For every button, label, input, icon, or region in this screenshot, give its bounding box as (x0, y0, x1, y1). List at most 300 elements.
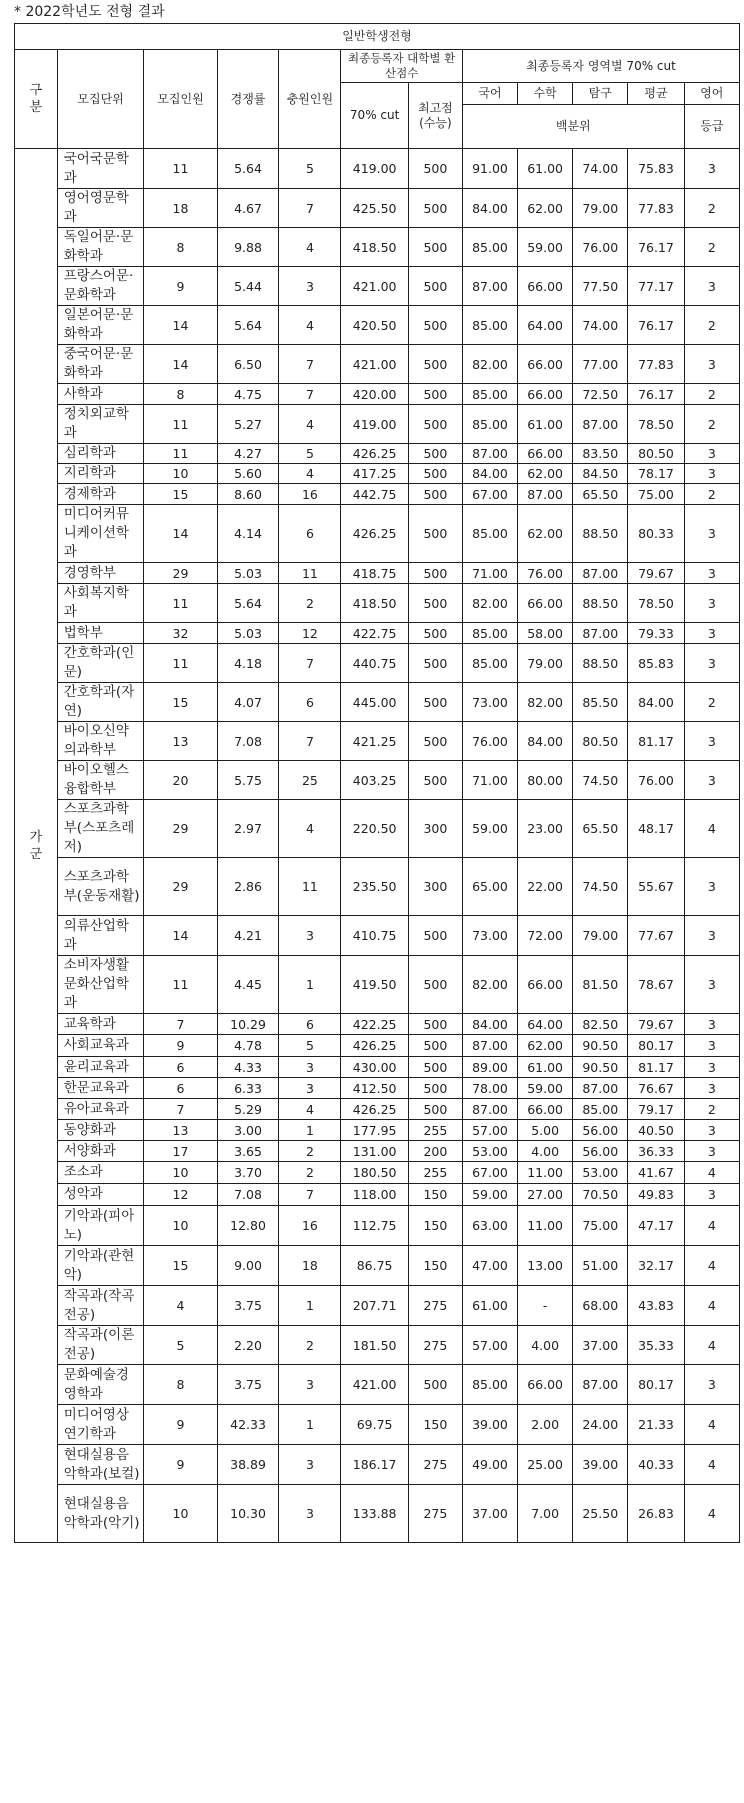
cell-eng: 2 (684, 228, 739, 267)
cell-avg: 26.83 (628, 1485, 684, 1543)
cell-max: 500 (408, 761, 462, 800)
cell-ratio: 4.27 (217, 444, 279, 464)
cell-quota: 9 (144, 1445, 217, 1485)
cell-ratio: 3.70 (217, 1162, 279, 1184)
cell-ratio: 6.33 (217, 1078, 279, 1099)
cell-eng: 3 (684, 722, 739, 761)
table-row (15, 464, 740, 484)
cell-eng: 2 (684, 405, 739, 444)
cell-math: 82.00 (518, 683, 573, 722)
cell-avg: 77.83 (628, 189, 684, 228)
cell-math: 59.00 (518, 228, 573, 267)
cell-eng: 3 (684, 464, 739, 484)
cell-ratio: 5.44 (217, 267, 279, 306)
cell-unit: 국어국문학과 (57, 149, 144, 189)
cell-kor: 49.00 (462, 1445, 517, 1485)
cell-explore: 56.00 (573, 1141, 628, 1162)
cell-cut70: 425.50 (341, 189, 409, 228)
cell-avg: 85.83 (628, 644, 684, 683)
cell-kor: 73.00 (462, 683, 517, 722)
cell-max: 500 (408, 722, 462, 761)
cell-avg: 49.83 (628, 1184, 684, 1206)
cell-extra: 4 (279, 306, 341, 345)
cell-explore: 85.00 (573, 1099, 628, 1120)
cell-kor: 76.00 (462, 722, 517, 761)
cell-unit: 일본어문·문화학과 (57, 306, 144, 345)
table-row (15, 345, 740, 384)
cell-max: 275 (408, 1286, 462, 1326)
cell-max: 150 (408, 1405, 462, 1445)
cell-kor: 85.00 (462, 405, 517, 444)
cell-quota: 12 (144, 1184, 217, 1206)
cell-extra: 3 (279, 1485, 341, 1543)
cell-cut70: 440.75 (341, 644, 409, 683)
cell-ratio: 2.86 (217, 858, 279, 916)
cell-quota: 14 (144, 916, 217, 956)
table-row (15, 1141, 740, 1162)
cell-eng: 4 (684, 1206, 739, 1246)
table-row (15, 1405, 740, 1445)
cell-math: 4.00 (518, 1141, 573, 1162)
cell-ratio: 10.29 (217, 1014, 279, 1035)
header-quota: 모집인원 (144, 50, 217, 149)
cell-eng: 3 (684, 1120, 739, 1141)
cell-quota: 11 (144, 956, 217, 1014)
cell-avg: 48.17 (628, 800, 684, 858)
cell-avg: 79.67 (628, 1014, 684, 1035)
cell-explore: 68.00 (573, 1286, 628, 1326)
track-title: 일반학생전형 (15, 24, 740, 50)
header-gubun-label: 구 분 (29, 83, 43, 115)
table-row (15, 384, 740, 405)
cell-quota: 13 (144, 1120, 217, 1141)
cell-extra: 11 (279, 563, 341, 584)
table-row (15, 1326, 740, 1365)
cell-kor: 65.00 (462, 858, 517, 916)
cell-explore: 87.00 (573, 623, 628, 644)
cell-math: 72.00 (518, 916, 573, 956)
cell-extra: 6 (279, 683, 341, 722)
cell-kor: 84.00 (462, 189, 517, 228)
cell-max: 500 (408, 1078, 462, 1099)
cell-math: 59.00 (518, 1078, 573, 1099)
cell-cut70: 422.75 (341, 623, 409, 644)
cell-extra: 6 (279, 1014, 341, 1035)
cell-kor: 47.00 (462, 1246, 517, 1286)
cell-explore: 65.50 (573, 800, 628, 858)
cell-avg: 78.50 (628, 584, 684, 623)
cell-cut70: 426.25 (341, 505, 409, 563)
cell-eng: 3 (684, 1014, 739, 1035)
cell-math: 62.00 (518, 464, 573, 484)
cell-eng: 3 (684, 1035, 739, 1057)
cell-extra: 2 (279, 1162, 341, 1184)
cell-quota: 15 (144, 683, 217, 722)
cell-unit: 작곡과(이론전공) (57, 1326, 144, 1365)
cell-ratio: 42.33 (217, 1405, 279, 1445)
cell-avg: 78.67 (628, 956, 684, 1014)
cell-extra: 2 (279, 584, 341, 623)
cell-cut70: 418.50 (341, 228, 409, 267)
table-row (15, 444, 740, 464)
cell-math: 66.00 (518, 267, 573, 306)
cell-max: 275 (408, 1445, 462, 1485)
cell-unit: 미디어영상연기학과 (57, 1405, 144, 1445)
cell-unit: 성악과 (57, 1184, 144, 1206)
cell-explore: 39.00 (573, 1445, 628, 1485)
cell-max: 500 (408, 623, 462, 644)
cell-explore: 80.50 (573, 722, 628, 761)
cell-cut70: 421.00 (341, 1365, 409, 1405)
cell-quota: 9 (144, 267, 217, 306)
cell-avg: 78.17 (628, 464, 684, 484)
cell-extra: 16 (279, 1206, 341, 1246)
cell-quota: 11 (144, 584, 217, 623)
cell-max: 500 (408, 189, 462, 228)
cell-explore: 53.00 (573, 1162, 628, 1184)
table-row (15, 800, 740, 858)
cell-eng: 3 (684, 1057, 739, 1078)
cell-ratio: 7.08 (217, 722, 279, 761)
cell-avg: 81.17 (628, 1057, 684, 1078)
cell-quota: 15 (144, 1246, 217, 1286)
table-row (15, 1485, 740, 1543)
cell-ratio: 4.75 (217, 384, 279, 405)
cell-extra: 12 (279, 623, 341, 644)
cell-quota: 20 (144, 761, 217, 800)
cell-extra: 16 (279, 484, 341, 505)
cell-unit: 영어영문학과 (57, 189, 144, 228)
cell-eng: 3 (684, 1078, 739, 1099)
cell-extra: 7 (279, 722, 341, 761)
cell-kor: 37.00 (462, 1485, 517, 1543)
cell-unit: 바이오신약의과학부 (57, 722, 144, 761)
cell-avg: 76.17 (628, 306, 684, 345)
cell-max: 500 (408, 306, 462, 345)
cell-avg: 36.33 (628, 1141, 684, 1162)
cell-math: 66.00 (518, 956, 573, 1014)
cell-max: 500 (408, 405, 462, 444)
cell-eng: 3 (684, 345, 739, 384)
cell-max: 500 (408, 345, 462, 384)
cell-cut70: 403.25 (341, 761, 409, 800)
cell-ratio: 3.75 (217, 1365, 279, 1405)
cell-max: 500 (408, 1035, 462, 1057)
cell-eng: 2 (684, 683, 739, 722)
cell-avg: 21.33 (628, 1405, 684, 1445)
cell-unit: 현대실용음악학과(악기) (57, 1485, 144, 1543)
header-unit: 모집단위 (57, 50, 144, 149)
cell-cut70: 418.75 (341, 563, 409, 584)
cell-eng: 2 (684, 306, 739, 345)
cell-extra: 3 (279, 1057, 341, 1078)
cell-quota: 6 (144, 1057, 217, 1078)
cell-max: 200 (408, 1141, 462, 1162)
cell-quota: 13 (144, 722, 217, 761)
cell-ratio: 9.00 (217, 1246, 279, 1286)
cell-avg: 77.67 (628, 916, 684, 956)
cell-explore: 25.50 (573, 1485, 628, 1543)
cell-ratio: 2.20 (217, 1326, 279, 1365)
cell-ratio: 5.27 (217, 405, 279, 444)
cell-avg: 77.17 (628, 267, 684, 306)
cell-avg: 78.50 (628, 405, 684, 444)
cell-quota: 32 (144, 623, 217, 644)
cell-cut70: 235.50 (341, 858, 409, 916)
cell-explore: 87.00 (573, 1365, 628, 1405)
cell-max: 150 (408, 1206, 462, 1246)
cell-extra: 4 (279, 405, 341, 444)
header-gubun (15, 50, 58, 149)
cell-unit: 한문교육과 (57, 1078, 144, 1099)
cell-avg: 40.33 (628, 1445, 684, 1485)
cell-avg: 76.00 (628, 761, 684, 800)
cell-avg: 84.00 (628, 683, 684, 722)
cell-max: 500 (408, 444, 462, 464)
cell-extra: 7 (279, 189, 341, 228)
cell-quota: 8 (144, 228, 217, 267)
header-max (408, 83, 462, 149)
cell-explore: 79.00 (573, 189, 628, 228)
cell-quota: 18 (144, 189, 217, 228)
cell-max: 150 (408, 1246, 462, 1286)
cell-unit: 유아교육과 (57, 1099, 144, 1120)
cell-unit: 간호학과(자연) (57, 683, 144, 722)
cell-quota: 10 (144, 1206, 217, 1246)
table-row (15, 1246, 740, 1286)
header-area-group: 최종등록자 영역별 70% cut (462, 50, 739, 83)
cell-cut70: 86.75 (341, 1246, 409, 1286)
cell-quota: 17 (144, 1141, 217, 1162)
cell-kor: 85.00 (462, 1365, 517, 1405)
cell-math: 62.00 (518, 505, 573, 563)
cell-extra: 3 (279, 1365, 341, 1405)
cell-unit: 윤리교육과 (57, 1057, 144, 1078)
cell-ratio: 5.60 (217, 464, 279, 484)
cell-ratio: 3.65 (217, 1141, 279, 1162)
cell-unit: 문화예술경영학과 (57, 1365, 144, 1405)
cell-quota: 14 (144, 306, 217, 345)
cell-kor: 82.00 (462, 345, 517, 384)
cell-explore: 88.50 (573, 584, 628, 623)
cell-cut70: 426.25 (341, 444, 409, 464)
cell-cut70: 181.50 (341, 1326, 409, 1365)
cell-eng: 2 (684, 189, 739, 228)
cell-quota: 8 (144, 1365, 217, 1405)
cell-avg: 76.17 (628, 384, 684, 405)
cell-kor: 82.00 (462, 956, 517, 1014)
table-row (15, 683, 740, 722)
cell-explore: 74.00 (573, 149, 628, 189)
cell-avg: 80.33 (628, 505, 684, 563)
table-row (15, 761, 740, 800)
cell-quota: 7 (144, 1014, 217, 1035)
cell-math: 61.00 (518, 405, 573, 444)
cell-unit: 교육학과 (57, 1014, 144, 1035)
cell-math: 66.00 (518, 584, 573, 623)
cell-ratio: 5.75 (217, 761, 279, 800)
cell-avg: 79.33 (628, 623, 684, 644)
cell-explore: 51.00 (573, 1246, 628, 1286)
cell-ratio: 8.60 (217, 484, 279, 505)
cell-kor: 87.00 (462, 1099, 517, 1120)
cell-explore: 70.50 (573, 1184, 628, 1206)
header-cut70: 70% cut (341, 83, 409, 149)
cell-extra: 4 (279, 1099, 341, 1120)
cell-cut70: 421.00 (341, 267, 409, 306)
cell-cut70: 421.00 (341, 345, 409, 384)
cell-unit: 미디어커뮤니케이션학과 (57, 505, 144, 563)
cell-extra: 7 (279, 1184, 341, 1206)
cell-max: 275 (408, 1485, 462, 1543)
cell-quota: 8 (144, 384, 217, 405)
cell-eng: 3 (684, 444, 739, 464)
cell-kor: 87.00 (462, 267, 517, 306)
cell-explore: 90.50 (573, 1057, 628, 1078)
cell-explore: 88.50 (573, 505, 628, 563)
table-row (15, 858, 740, 916)
cell-max: 300 (408, 800, 462, 858)
cell-ratio: 5.64 (217, 306, 279, 345)
cell-unit: 소비자생활문화산업학과 (57, 956, 144, 1014)
cell-kor: 57.00 (462, 1326, 517, 1365)
cell-quota: 15 (144, 484, 217, 505)
table-row (15, 1035, 740, 1057)
cell-unit: 경제학과 (57, 484, 144, 505)
cell-math: 11.00 (518, 1206, 573, 1246)
cell-avg: 80.17 (628, 1035, 684, 1057)
cell-max: 500 (408, 916, 462, 956)
cell-unit: 지리학과 (57, 464, 144, 484)
header-math: 수학 (518, 83, 573, 105)
cell-eng: 3 (684, 1184, 739, 1206)
cell-cut70: 131.00 (341, 1141, 409, 1162)
cell-eng: 3 (684, 644, 739, 683)
cell-unit: 바이오헬스융합학부 (57, 761, 144, 800)
table-row (15, 722, 740, 761)
cell-cut70: 419.00 (341, 405, 409, 444)
cell-kor: 87.00 (462, 444, 517, 464)
cell-ratio: 4.45 (217, 956, 279, 1014)
cell-unit: 법학부 (57, 623, 144, 644)
cell-max: 500 (408, 1014, 462, 1035)
cell-kor: 89.00 (462, 1057, 517, 1078)
cell-unit: 스포츠과학부(운동재활) (57, 858, 144, 916)
cell-explore: 74.50 (573, 858, 628, 916)
cell-math: 76.00 (518, 563, 573, 584)
cell-kor: 71.00 (462, 563, 517, 584)
cell-max: 300 (408, 858, 462, 916)
table-row (15, 584, 740, 623)
cell-ratio: 5.03 (217, 623, 279, 644)
cell-avg: 40.50 (628, 1120, 684, 1141)
cell-explore: 87.00 (573, 405, 628, 444)
cell-avg: 43.83 (628, 1286, 684, 1326)
cell-extra: 3 (279, 916, 341, 956)
table-row (15, 644, 740, 683)
cell-unit: 사회교육과 (57, 1035, 144, 1057)
cell-eng: 4 (684, 1162, 739, 1184)
header-extra: 충원인원 (279, 50, 341, 149)
header-max-label: 최고점 (수능) (418, 100, 453, 130)
cell-explore: 74.50 (573, 761, 628, 800)
cell-math: - (518, 1286, 573, 1326)
cell-unit: 독일어문·문화학과 (57, 228, 144, 267)
cell-cut70: 69.75 (341, 1405, 409, 1445)
cell-max: 500 (408, 505, 462, 563)
cell-explore: 84.50 (573, 464, 628, 484)
cell-avg: 32.17 (628, 1246, 684, 1286)
cell-eng: 4 (684, 1246, 739, 1286)
cell-ratio: 10.30 (217, 1485, 279, 1543)
cell-explore: 82.50 (573, 1014, 628, 1035)
cell-max: 255 (408, 1162, 462, 1184)
header-percentile: 백분위 (462, 105, 684, 149)
cell-cut70: 133.88 (341, 1485, 409, 1543)
cell-cut70: 421.25 (341, 722, 409, 761)
cell-extra: 25 (279, 761, 341, 800)
cell-quota: 10 (144, 1162, 217, 1184)
cell-avg: 79.17 (628, 1099, 684, 1120)
cell-kor: 85.00 (462, 228, 517, 267)
cell-avg: 75.00 (628, 484, 684, 505)
cell-eng: 2 (684, 1099, 739, 1120)
cell-cut70: 442.75 (341, 484, 409, 505)
cell-unit: 현대실용음악학과(보컬) (57, 1445, 144, 1485)
cell-kor: 57.00 (462, 1120, 517, 1141)
cell-kor: 85.00 (462, 306, 517, 345)
cell-explore: 83.50 (573, 444, 628, 464)
cell-avg: 35.33 (628, 1326, 684, 1365)
cell-quota: 29 (144, 563, 217, 584)
cell-max: 150 (408, 1184, 462, 1206)
cell-extra: 3 (279, 1445, 341, 1485)
cell-eng: 3 (684, 267, 739, 306)
cell-ratio: 2.97 (217, 800, 279, 858)
cell-unit: 의류산업학과 (57, 916, 144, 956)
cell-quota: 4 (144, 1286, 217, 1326)
cell-avg: 81.17 (628, 722, 684, 761)
table-row (15, 1286, 740, 1326)
table-row (15, 1014, 740, 1035)
cell-unit: 간호학과(인문) (57, 644, 144, 683)
cell-ratio: 6.50 (217, 345, 279, 384)
cell-kor: 85.00 (462, 623, 517, 644)
cell-quota: 29 (144, 800, 217, 858)
table-row (15, 228, 740, 267)
cell-eng: 3 (684, 916, 739, 956)
cell-eng: 3 (684, 623, 739, 644)
cell-unit: 사학과 (57, 384, 144, 405)
cell-cut70: 118.00 (341, 1184, 409, 1206)
cell-extra: 1 (279, 1286, 341, 1326)
cell-cut70: 445.00 (341, 683, 409, 722)
cell-extra: 1 (279, 1120, 341, 1141)
cell-eng: 3 (684, 149, 739, 189)
cell-ratio: 4.67 (217, 189, 279, 228)
cell-quota: 14 (144, 345, 217, 384)
cell-quota: 14 (144, 505, 217, 563)
cell-explore: 75.00 (573, 1206, 628, 1246)
cell-math: 87.00 (518, 484, 573, 505)
cell-eng: 3 (684, 1365, 739, 1405)
cell-quota: 10 (144, 464, 217, 484)
cell-math: 62.00 (518, 1035, 573, 1057)
table-row (15, 1099, 740, 1120)
cell-quota: 11 (144, 149, 217, 189)
table-row (15, 916, 740, 956)
cell-extra: 1 (279, 1405, 341, 1445)
